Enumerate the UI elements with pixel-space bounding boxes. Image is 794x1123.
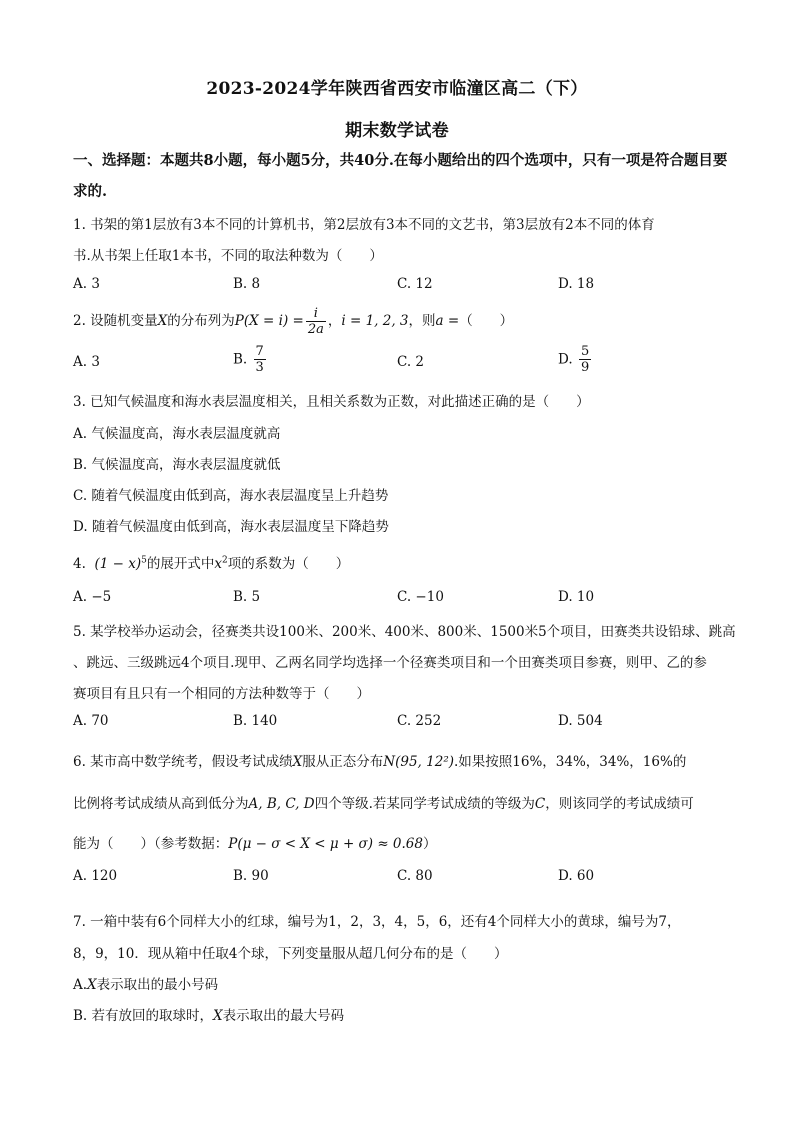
q6-stem-line2: 比例将考试成绩从高到低分为A, B, C, D四个等级.若某同学考试成绩的等级为C，则该同学的考试成绩可 xyxy=(73,796,694,812)
q7-stem-line2: 8，9，10．现从箱中任取4个球，下列变量服从超几何分布的是（ ） xyxy=(73,946,508,962)
section-heading: 一、选择题：本题共8小题，每小题5分，共40分.在每小题给出的四个选项中，只有一项是符合题目要求的. xyxy=(73,152,728,200)
q3-option-c: C. 随着气候温度由低到高，海水表层温度呈上升趋势 xyxy=(73,488,389,504)
q1-option-c: C. 12 xyxy=(397,276,433,292)
q6-option-d: D. 60 xyxy=(558,868,595,884)
q5-option-d: D. 504 xyxy=(558,713,603,729)
q2-fraction: $\frac{i}{2a}$ xyxy=(307,306,324,337)
q4-stem: 4. $(1 - x)^5$的展开式中$x^2$项的系数为（ ） xyxy=(73,555,350,572)
q6-stem-line1: 6. 某市高中数学统考，假设考试成绩X服从正态分布N(95, 12²).如果按照16%，34%，34%，16%的 xyxy=(73,754,687,770)
q3-stem: 3. 已知气候温度和海水表层温度相关，且相关系数为正数，对此描述正确的是（ ） xyxy=(73,394,590,410)
q4-option-d: D. 10 xyxy=(558,589,595,605)
q2-option-d: D. $\frac{5}{9}$ xyxy=(558,344,590,375)
q1-stem-line2: 书.从书架上任取1本书，不同的取法种数为（ ） xyxy=(73,248,383,264)
q6-stem-line3: 能为（ ）（参考数据：P(μ − σ < X < μ + σ) ≈ 0.68） xyxy=(73,836,437,852)
q6-option-c: C. 80 xyxy=(397,868,433,884)
q3-option-d: D. 随着气候温度由低到高，海水表层温度呈下降趋势 xyxy=(73,519,389,535)
q3-option-a: A. 气候温度高，海水表层温度就高 xyxy=(73,426,281,442)
q7-stem-line1: 7. 一箱中装有6个同样大小的红球，编号为1，2，3，4，5，6，还有4个同样大小的黄球，编号为7， xyxy=(73,914,681,930)
q6-option-b: B. 90 xyxy=(233,868,269,884)
q5-option-a: A. 70 xyxy=(73,713,109,729)
exam-title-line1: 2023-2024学年陕西省西安市临潼区高二（下） xyxy=(206,79,588,99)
q1-stem-line1: 1. 书架的第1层放有3本不同的计算机书，第2层放有3本不同的文艺书，第3层放有2本不同的体育 xyxy=(73,217,655,233)
q5-stem-line1: 5. 某学校举办运动会，径赛类共设100米、200米、400米、800米、1500米5个项目，田赛类共设铅球、跳高 xyxy=(73,624,736,640)
q2-option-b: B. $\frac{7}{3}$ xyxy=(233,344,264,375)
exam-title-line2: 期末数学试卷 xyxy=(345,121,449,141)
q5-stem-line3: 赛项目有且只有一个相同的方法种数等于（ ） xyxy=(73,686,370,702)
q4-option-a: A. −5 xyxy=(73,589,112,605)
q5-option-b: B. 140 xyxy=(233,713,278,729)
q1-option-a: A. 3 xyxy=(73,276,100,292)
q6-option-a: A. 120 xyxy=(73,868,118,884)
q2-option-a: A. 3 xyxy=(73,354,100,370)
q5-stem-line2: 、跳远、三级跳远4个项目.现甲、乙两名同学均选择一个径赛类项目和一个田赛类项目参赛，则甲、乙的参 xyxy=(73,655,707,671)
q7-option-b: B. 若有放回的取球时，X表示取出的最大号码 xyxy=(73,1008,345,1024)
q1-option-d: D. 18 xyxy=(558,276,595,292)
q2-stem: 2. 设随机变量X的分布列为P(X = i) = $\frac{i}{2a}$ ，i = 1, 2, 3，则a =（ ） xyxy=(73,306,514,337)
q2-option-c: C. 2 xyxy=(397,354,425,370)
q5-option-c: C. 252 xyxy=(397,713,442,729)
q4-option-c: C. −10 xyxy=(397,589,444,605)
q1-option-b: B. 8 xyxy=(233,276,261,292)
q4-option-b: B. 5 xyxy=(233,589,261,605)
q7-option-a: A.X表示取出的最小号码 xyxy=(73,977,219,993)
q3-option-b: B. 气候温度高，海水表层温度就低 xyxy=(73,457,281,473)
